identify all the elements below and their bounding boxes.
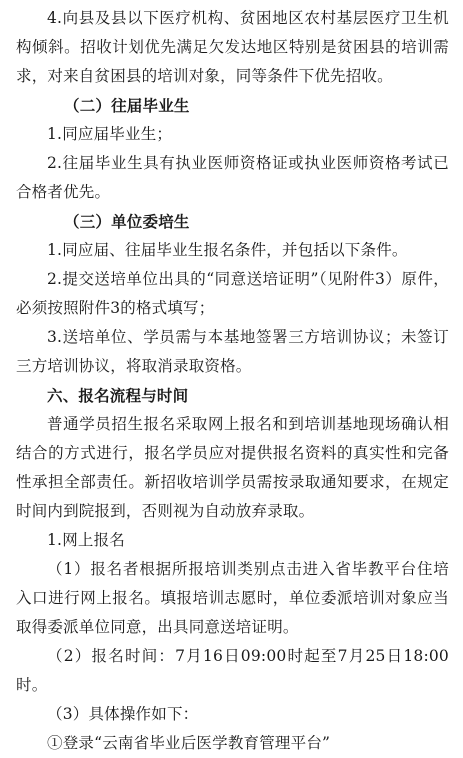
- paragraph-previous-1: 1.同应届毕业生；: [47, 125, 173, 143]
- section-heading-registration-process: 六、报名流程与时间: [47, 386, 189, 405]
- paragraph-item-4-priority: 4.向县及县以下医疗机构、贫困地区农村基层医疗卫生机构倾斜。招收计划优先满足欠发达地区特别是贫困县的培训需求，对来自贫困县的培训对象，同等条件下优先招收。: [16, 9, 449, 85]
- paragraph-online-step-3: （3）具体操作如下：: [47, 705, 199, 723]
- subheading-commissioned-trainees: （三）单位委培生: [64, 212, 190, 231]
- paragraph-registration-intro: 普通学员招生报名采取网上报名和到培训基地现场确认相结合的方式进行，报名学员应对提供报名资料的真实性和完备性承担全部责任。新招收培训学员需按录取通知要求，在规定时间内到院报到，否则视为自动放弃录取。: [16, 415, 449, 520]
- subheading-previous-graduates: （二）往届毕业生: [64, 96, 190, 115]
- paragraph-online-step-2-time: （2）报名时间：7月16日09:00时起至7月25日18:00时。: [16, 647, 449, 694]
- paragraph-commissioned-2: 2.提交送培单位出具的“同意送培证明”（见附件3）原件，必须按照附件3的格式填写；: [16, 270, 449, 317]
- paragraph-online-step-1: （1）报名者根据所报培训类别点击进入省毕教平台住培入口进行网上报名。填报培训志愿时，单位委派培训对象应当取得委派单位同意，出具同意送培证明。: [16, 560, 449, 636]
- paragraph-login-instruction: ①登录“云南省毕业后医学教育管理平台”: [47, 734, 331, 752]
- paragraph-previous-2: 2.往届毕业生具有执业医师资格证或执业医师资格考试已合格者优先。: [16, 154, 449, 201]
- paragraph-commissioned-3: 3.送培单位、学员需与本基地签署三方培训协议；未签订三方培训协议，将取消录取资格。: [16, 328, 449, 375]
- paragraph-online-registration: 1.网上报名: [47, 531, 125, 549]
- paragraph-commissioned-1: 1.同应届、往届毕业生报名条件，并包括以下条件。: [47, 241, 408, 259]
